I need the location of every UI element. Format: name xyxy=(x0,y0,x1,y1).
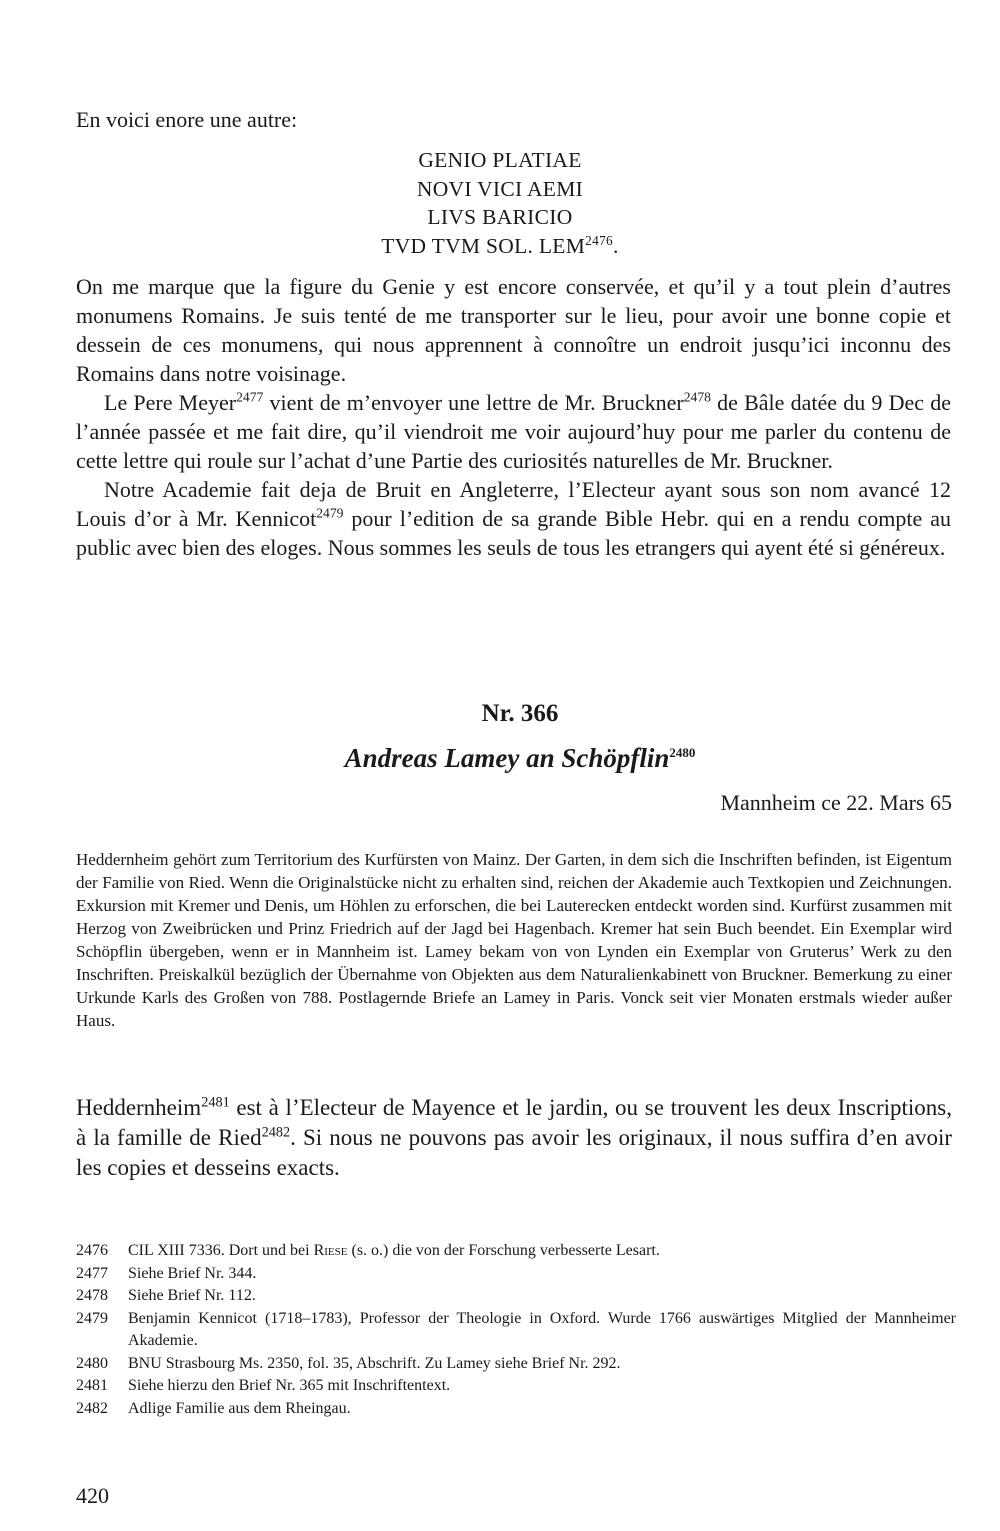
text-span: (s. o.) die von der Forschung verbesserte Lesart. xyxy=(347,1242,660,1259)
inscription-line: GENIO PLATIAE xyxy=(418,148,582,172)
letter-heading xyxy=(250,743,790,774)
footnote xyxy=(76,1375,956,1398)
text-span: pour l’edition de sa grande Bible Hebr. qui en a rendu compte au public avec bien des eloges. Nous sommes les seuls de tous les etrangers qui ayent été si généreux. xyxy=(76,506,951,560)
footnote-number: 2476 xyxy=(76,1242,108,1259)
inscription-line-last xyxy=(300,232,700,261)
text-span: vient de m’envoyer une lettre de Mr. Bruckner xyxy=(263,390,684,415)
footnote-ref[interactable]: 2482 xyxy=(261,1124,291,1141)
text-span: . Si nous ne pouvons pas avoir les originaux, il nous suffira d’en avoir les copies et desseins exacts. xyxy=(76,1125,953,1180)
footnote-number: 2481 xyxy=(76,1377,108,1394)
author-name: Riese xyxy=(313,1242,348,1259)
footnote xyxy=(76,1308,956,1353)
footnote-number: 2478 xyxy=(76,1287,108,1304)
footnote-number: 2482 xyxy=(76,1399,108,1417)
text-span: de Bâle datée du 9 Dec de l’année passée et me fait dire, qu’il viendroit me voir aujourd’huy pour me parler du contenu de cette lettre qui roule sur l’achat d’une Partie des curiosités naturelles de Mr. Bruckner. xyxy=(76,390,951,473)
footnote xyxy=(76,1398,956,1421)
footnote xyxy=(76,1240,956,1263)
footnote-ref[interactable]: 2479 xyxy=(316,505,344,521)
footnote-text: Adlige Familie aus dem Rheingau. xyxy=(128,1399,351,1417)
intro-line: En voici enore une autre: xyxy=(76,107,298,132)
letter-number: Nr. 366 xyxy=(481,700,559,727)
footnote-text: Siehe Brief Nr. 112. xyxy=(128,1287,256,1304)
inscription-line: LIVS BARICIO xyxy=(427,205,573,229)
letter-summary: Heddernheim gehört zum Territorium des Kurfürsten von Mainz. Der Garten, in dem sich die Inschriften befinden, ist Eigentum der Familie von Ried. Wenn die Originalstücke nicht zu erhalten sind, reichen der Akademie auch Textkopien und Zeichnungen. Exkursion mit Kremer und Denis, um Höhlen zu erforschen, die bei Lauterecken entdeckt worden sind. Kurfürst zusammen mit Herzog von Zweibrücken und Prinz Friedrich auf der Jagd bei Hagenbach. Kremer hat sein Buch beendet. Ein Exemplar wird Schöpflin übergeben, wenn er in Mannheim ist. Lamey bekam von von Lynden ein Exemplar von Gruterus’ Werk zu den Inschriften. Preiskalkül bezüglich der Übernahme von Objekten aus dem Naturalienkabinett von Bruckner. Bemerkung zu einer Urkunde Karls des Großen von 788. Postlagernde Briefe an Lamey in Paris. Vonck seit vier Monaten erstmals wieder außer Haus. xyxy=(76,850,952,1030)
text-span: Le Pere Meyer xyxy=(104,390,237,415)
footnote-ref[interactable]: 2476 xyxy=(585,232,614,248)
inscription-end: . xyxy=(613,233,619,258)
inscription-text: TVD TVM SOL. LEM xyxy=(381,233,586,258)
footnotes-list xyxy=(76,1240,956,1420)
letter-heading-text: Andreas Lamey an Schöpflin xyxy=(344,743,670,773)
footnote-text: Siehe hierzu den Brief Nr. 365 mit Inschriftentext. xyxy=(128,1377,451,1394)
paragraph-genie: On me marque que la figure du Genie y est encore conservée, et qu’il y a tout plein d’autres monumens Romains. Je suis tenté de me transporter sur le lieu, pour avoir une bonne copie et dessein de ces monumens, qui nous apprennent à connoître un endroit jusqu’ici inconnu des Romains dans notre voisinage. xyxy=(76,274,951,386)
footnote-text xyxy=(128,1240,956,1263)
footnote-text: Benjamin Kennicot (1718–1783), Professor der Theologie in Oxford. Wurde 1766 auswärtiges Mitglied der Mannheimer Akademie. xyxy=(128,1309,956,1349)
footnote xyxy=(76,1285,956,1308)
body-text xyxy=(76,272,951,562)
text-span: est à l’Electeur de Mayence et le jardin, ou se trouvent les deux Inscriptions, à la famille de Ried xyxy=(76,1095,952,1150)
paragraph-meyer xyxy=(76,388,951,475)
footnote-ref[interactable]: 2478 xyxy=(683,389,711,405)
footnote-text: BNU Strasbourg Ms. 2350, fol. 35, Abschrift. Zu Lamey siehe Brief Nr. 292. xyxy=(128,1354,621,1372)
text-span: Heddernheim xyxy=(76,1095,202,1120)
footnote-ref[interactable]: 2480 xyxy=(669,745,696,760)
footnote-number: 2480 xyxy=(76,1354,108,1372)
inscription-line: NOVI VICI AEMI xyxy=(416,176,584,201)
footnote-number: 2479 xyxy=(76,1309,108,1327)
footnote-number: 2477 xyxy=(76,1264,108,1282)
place-date: Mannheim ce 22. Mars 65 xyxy=(720,790,952,815)
footnote-ref[interactable]: 2481 xyxy=(201,1094,230,1111)
footnote xyxy=(76,1263,956,1286)
page-number: 420 xyxy=(76,1483,109,1508)
footnote xyxy=(76,1353,956,1376)
footnote-text: Siehe Brief Nr. 344. xyxy=(128,1264,257,1282)
paragraph-academie xyxy=(76,475,951,562)
footnote-ref[interactable]: 2477 xyxy=(236,389,264,405)
text-span: Notre Academie fait deja de Bruit en Angleterre, l’Electeur ayant sous son nom avancé 12 Louis d’or à Mr. Kennicot xyxy=(76,477,951,531)
text-span: CIL XIII 7336. Dort und bei xyxy=(128,1242,314,1259)
inscription-block xyxy=(300,146,700,260)
letter-text xyxy=(76,1093,952,1183)
